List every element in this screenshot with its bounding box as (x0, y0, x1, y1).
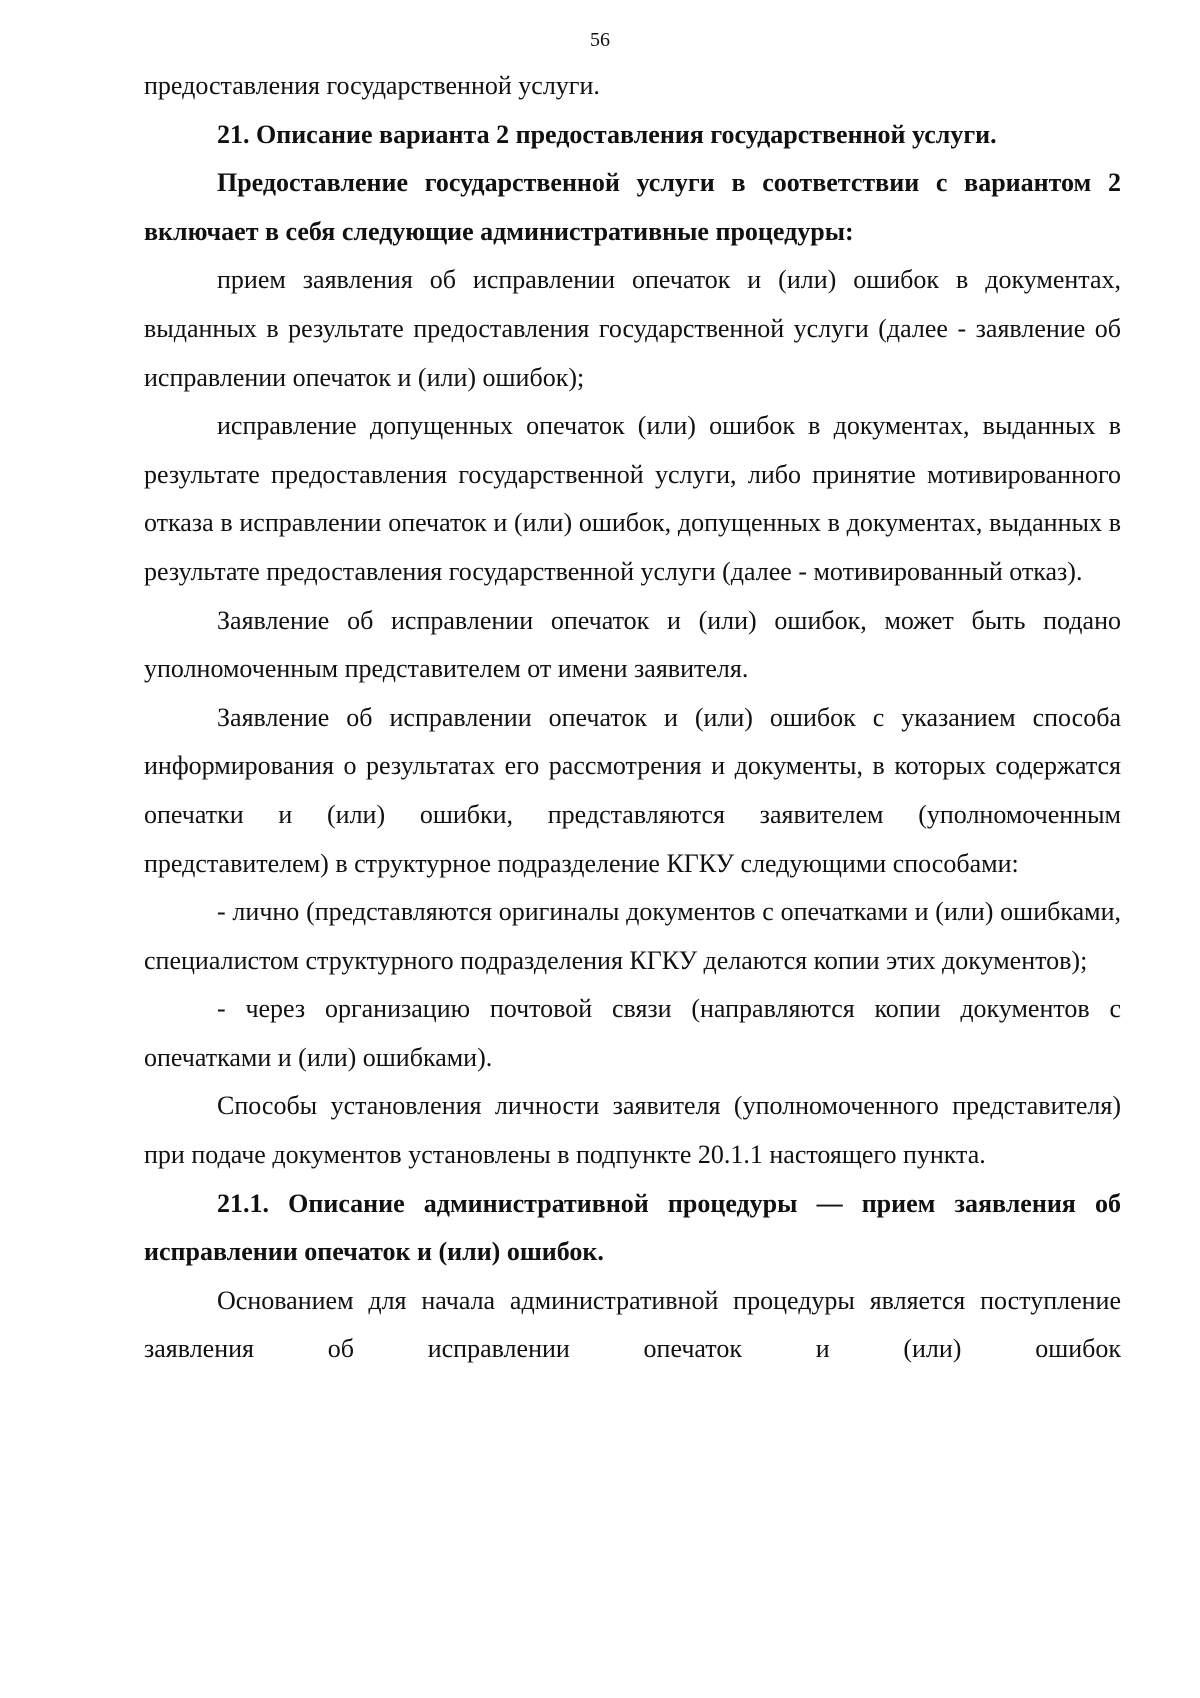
method-in-person-item: - лично (представляются оригиналы документов с опечатками и (или) ошибками, специалистом структурного подразделения КГКУ делаются копии этих документов); (144, 897, 1121, 975)
variant-2-intro-paragraph: Предоставление государственной услуги в соответствии с вариантом 2 включает в себя следующие административные процедуры: (144, 168, 1121, 246)
section-21-heading: 21. Описание варианта 2 предоставления государственной услуги. (217, 119, 997, 149)
continuation-paragraph: предоставления государственной услуги. (144, 71, 600, 100)
page-number: 56 (590, 29, 610, 51)
identity-methods-paragraph: Способы установления личности заявителя (уполномоченного представителя) при подаче документов установлены в подпункте 20.1.1 настоящего пункта. (144, 1091, 1121, 1170)
document-body (144, 62, 1121, 1374)
section-21-1-heading: 21.1. Описание административной процедуры — прием заявления об исправлении опечаток и (или) ошибок. (144, 1188, 1121, 1267)
procedure-1-paragraph: прием заявления об исправлении опечаток и (или) ошибок в документах, выданных в результате предоставления государственной услуги (далее - заявление об исправлении опечаток и (или) ошибок); (144, 265, 1121, 392)
procedure-2-paragraph: исправление допущенных опечаток (или) ошибок в документах, выданных в результате предоставления государственной услуги, либо принятие мотивированного отказа в исправлении опечаток и (или) ошибок, допущенных в документах, выданных в результате предоставления государственной услуги (далее - мотивированный отказ). (144, 411, 1121, 586)
method-mail-item: - через организацию почтовой связи (направляются копии документов с опечатками и (или) ошибками). (144, 994, 1121, 1072)
basis-paragraph: Основанием для начала административной процедуры является поступление заявления об исправлении опечаток и (или) ошибок (144, 1285, 1121, 1364)
representative-paragraph: Заявление об исправлении опечаток и (или) ошибок, может быть подано уполномоченным представителем от имени заявителя. (144, 605, 1121, 684)
submission-methods-paragraph: Заявление об исправлении опечаток и (или) ошибок с указанием способа информирования о результатах его рассмотрения и документы, в которых содержатся опечатки и (или) ошибки, представляются заявителем (уполномоченным представителем) в структурное подразделение КГКУ следующими способами: (144, 702, 1121, 878)
